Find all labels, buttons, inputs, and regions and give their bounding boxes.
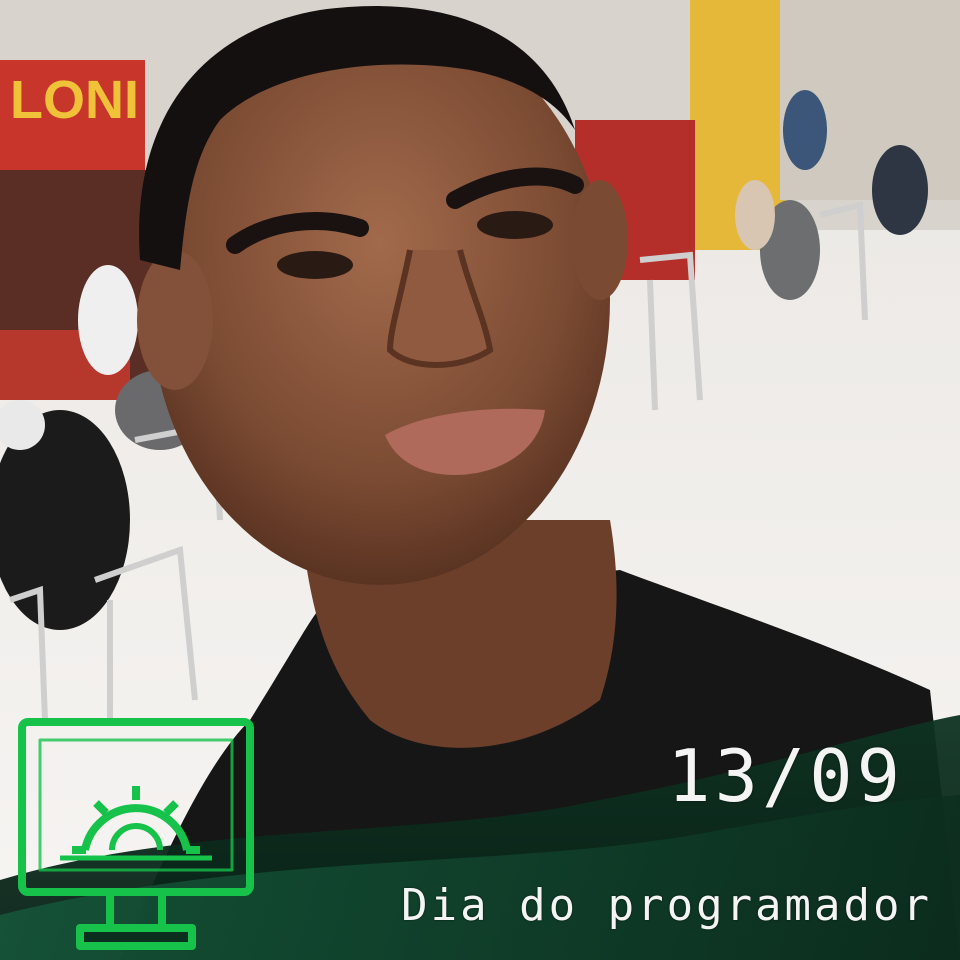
right-eye: [477, 211, 553, 239]
date-label: 13/09: [667, 734, 904, 818]
person-standing: [783, 90, 827, 170]
person-white-shirt: [78, 265, 138, 375]
right-ear: [572, 180, 628, 300]
caption-title: Dia do programador: [401, 880, 932, 931]
left-eye: [277, 251, 353, 279]
restaurant-sign-text: LONI: [10, 70, 139, 130]
person-seated-right: [872, 145, 928, 235]
left-ear: [137, 250, 213, 390]
person-seated-2: [735, 180, 775, 250]
